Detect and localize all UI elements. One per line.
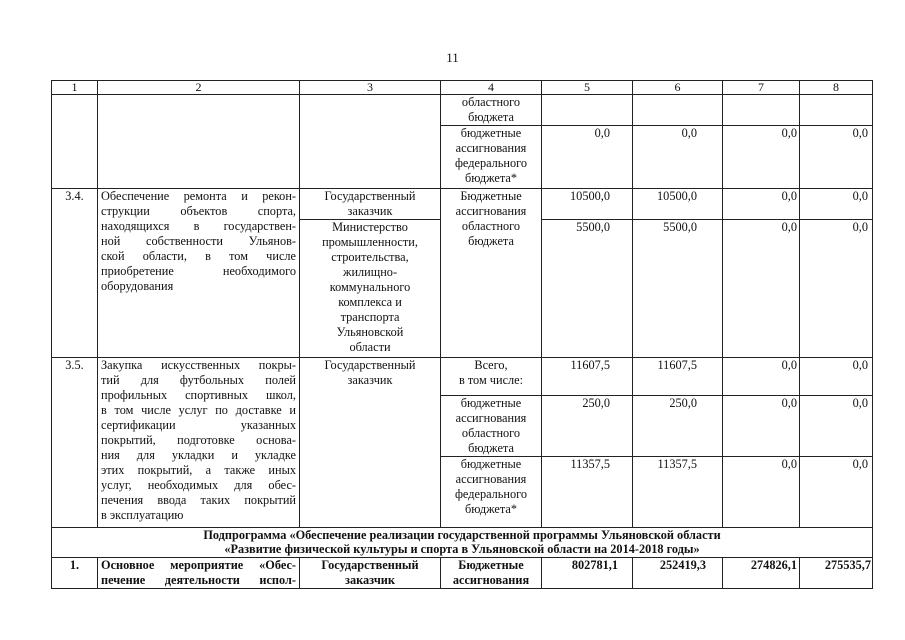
table-row (52, 95, 873, 126)
value-cell: 0,0 (633, 126, 723, 189)
value-cell: 274826,1 (723, 558, 800, 589)
value-cell (723, 95, 800, 126)
funding-source-cell: Всего, в том числе: (441, 358, 542, 396)
table-row (52, 558, 873, 589)
item-description: Закупка искусственных покры- тий для футбольных полей профильных спортивных школ, в том числе услуг по доставке и сертификации указанных покрытий, подготовке основа- ния для укладки и укладке этих покрытий, а также иных услуг, необходимых для обес- печения ввода таких покрытий в эксплуатацию (98, 358, 300, 528)
value-cell: 252419,3 (633, 558, 723, 589)
value-cell: 10500,0 (542, 189, 633, 220)
customer-cell (300, 95, 441, 189)
value-cell: 275535,7 (800, 558, 873, 589)
value-cell: 11357,5 (633, 457, 723, 528)
table-row (52, 358, 873, 396)
subprogram-row (52, 528, 873, 558)
subprogram-title: Подпрограмма «Обеспечение реализации государственной программы Ульяновской области «Развитие физической культуры и спорта в Ульяновской области на 2014-2018 годы» (52, 528, 873, 558)
value-cell: 250,0 (633, 396, 723, 457)
value-cell: 0,0 (723, 220, 800, 358)
value-cell: 0,0 (800, 126, 873, 189)
column-number: 6 (633, 81, 723, 95)
value-cell (542, 95, 633, 126)
value-cell: 5500,0 (542, 220, 633, 358)
column-number: 3 (300, 81, 441, 95)
column-number-row (52, 81, 873, 95)
value-cell: 0,0 (542, 126, 633, 189)
value-cell: 11607,5 (542, 358, 633, 396)
funding-source-cell: бюджетные ассигнования федерального бюджета* (441, 126, 542, 189)
column-number: 1 (52, 81, 98, 95)
funding-source-cell: Бюджетные ассигнования (441, 558, 542, 589)
column-number: 5 (542, 81, 633, 95)
value-cell: 0,0 (800, 396, 873, 457)
value-cell: 802781,1 (542, 558, 633, 589)
item-number: 1. (52, 558, 98, 589)
funding-source-cell: бюджетные ассигнования областного бюджета (441, 396, 542, 457)
column-number: 8 (800, 81, 873, 95)
value-cell: 0,0 (723, 457, 800, 528)
column-number: 4 (441, 81, 542, 95)
budget-table (51, 80, 873, 589)
table-row (52, 189, 873, 220)
item-number: 3.5. (52, 358, 98, 528)
value-cell (800, 95, 873, 126)
value-cell: 0,0 (723, 358, 800, 396)
number-cell (52, 95, 98, 189)
item-number: 3.4. (52, 189, 98, 358)
value-cell: 0,0 (800, 189, 873, 220)
value-cell: 0,0 (723, 189, 800, 220)
value-cell: 0,0 (800, 457, 873, 528)
value-cell: 5500,0 (633, 220, 723, 358)
customer-cell: Государственный заказчик (300, 558, 441, 589)
value-cell: 0,0 (800, 358, 873, 396)
value-cell: 0,0 (723, 396, 800, 457)
value-cell: 10500,0 (633, 189, 723, 220)
customer-cell: Государственный заказчик (300, 189, 441, 220)
column-number: 7 (723, 81, 800, 95)
item-description: Основное мероприятие «Обес- печение деятельности испол- (98, 558, 300, 589)
value-cell (633, 95, 723, 126)
customer-cell: Государственный заказчик (300, 358, 441, 528)
description-cell (98, 95, 300, 189)
column-number: 2 (98, 81, 300, 95)
funding-source-cell: областного бюджета (441, 95, 542, 126)
value-cell: 250,0 (542, 396, 633, 457)
value-cell: 0,0 (723, 126, 800, 189)
value-cell: 11357,5 (542, 457, 633, 528)
value-cell: 11607,5 (633, 358, 723, 396)
item-description: Обеспечение ремонта и рекон- струкции объектов спорта, находящихся в государствен- ной собственности Ульянов- ской области, в том числе приобретение необходимого оборудования (98, 189, 300, 358)
funding-source-cell: бюджетные ассигнования федерального бюджета* (441, 457, 542, 528)
page-number: 11 (446, 50, 459, 65)
value-cell: 0,0 (800, 220, 873, 358)
funding-source-cell: Бюджетные ассигнования областного бюджета (441, 189, 542, 358)
customer-cell: Министерство промышленности, строительства, жилищно- коммунального комплекса и транспорта Ульяновской области (300, 220, 441, 358)
